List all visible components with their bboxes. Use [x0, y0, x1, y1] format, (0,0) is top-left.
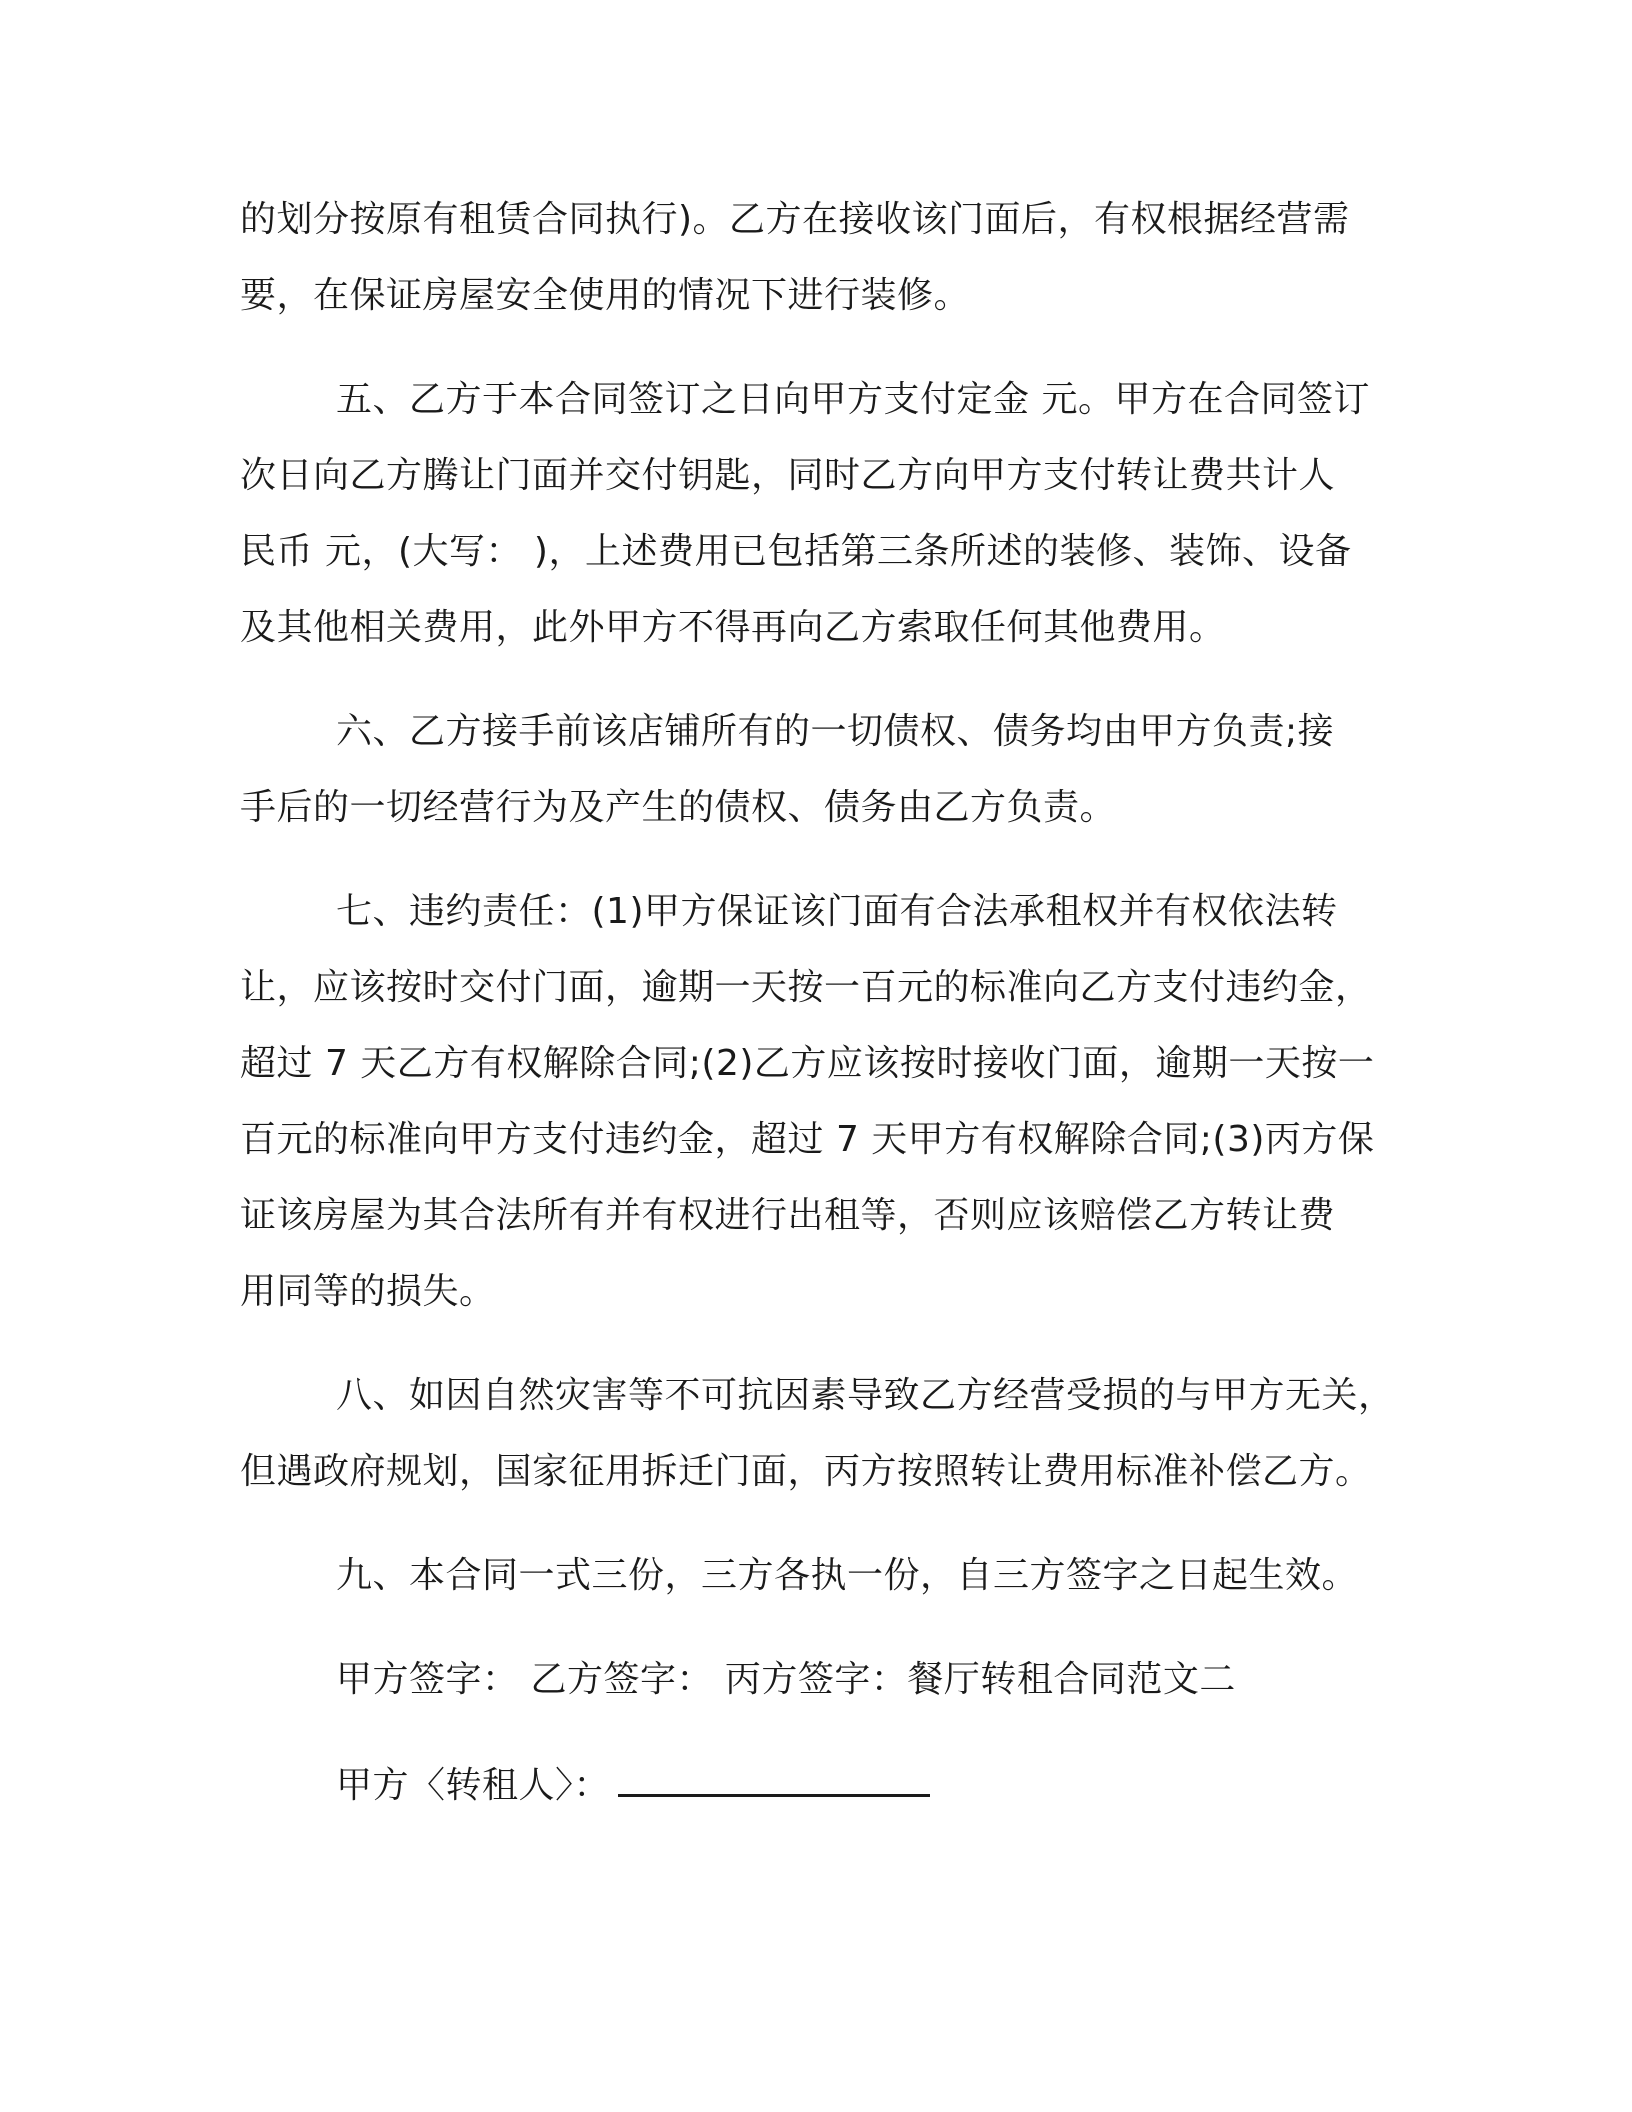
- clause-5-line-2: 次日向乙方腾让门面并交付钥匙，同时乙方向甲方支付转让费共计人: [240, 455, 1336, 496]
- clause-4-continuation-line-2: 要，在保证房屋安全使用的情况下进行装修。: [240, 275, 971, 316]
- clause-7-line-6: 用同等的损失。: [240, 1271, 496, 1312]
- clause-7-line-3: 超过 7 天乙方有权解除合同;(2)乙方应该按时接收门面，逾期一天按一: [240, 1043, 1375, 1084]
- clause-5-line-4: 及其他相关费用，此外甲方不得再向乙方索取任何其他费用。: [240, 607, 1226, 648]
- lessor-blank-underline: [618, 1764, 930, 1797]
- clause-4-continuation-line-1: 的划分按原有租赁合同执行)。乙方在接收该门面后，有权根据经营需: [240, 199, 1350, 240]
- clause-5-line-3: 民币 元，(大写： )，上述费用已包括第三条所述的装修、装饰、设备: [240, 531, 1352, 572]
- lessor-field: [336, 1764, 930, 1806]
- clause-5-line-1: 五、乙方于本合同签订之日向甲方支付定金 元。甲方在合同签订: [336, 379, 1370, 420]
- clause-7-line-4: 百元的标准向甲方支付违约金，超过 7 天甲方有权解除合同;(3)丙方保: [240, 1119, 1375, 1160]
- clause-6-line-1: 六、乙方接手前该店铺所有的一切债权、债务均由甲方负责;接: [336, 711, 1335, 752]
- clause-8-line-2: 但遇政府规划，国家征用拆迁门面，丙方按照转让费用标准补偿乙方。: [240, 1451, 1372, 1492]
- clause-7-line-1: 七、违约责任：(1)甲方保证该门面有合法承租权并有权依法转: [336, 891, 1338, 932]
- clause-7-line-2: 让，应该按时交付门面，逾期一天按一百元的标准向乙方支付违约金，: [240, 967, 1372, 1008]
- signature-line: 甲方签字： 乙方签字： 丙方签字：餐厅转租合同范文二: [336, 1659, 1236, 1700]
- clause-8-line-1: 八、如因自然灾害等不可抗因素导致乙方经营受损的与甲方无关，: [336, 1375, 1395, 1416]
- clause-6-line-2: 手后的一切经营行为及产生的债权、债务由乙方负责。: [240, 787, 1117, 828]
- clause-7-line-5: 证该房屋为其合法所有并有权进行出租等，否则应该赔偿乙方转让费: [240, 1195, 1336, 1236]
- lessor-label: 甲方〈转租人〉：: [336, 1765, 611, 1806]
- clause-9-line: 九、本合同一式三份，三方各执一份，自三方签字之日起生效。: [336, 1555, 1359, 1596]
